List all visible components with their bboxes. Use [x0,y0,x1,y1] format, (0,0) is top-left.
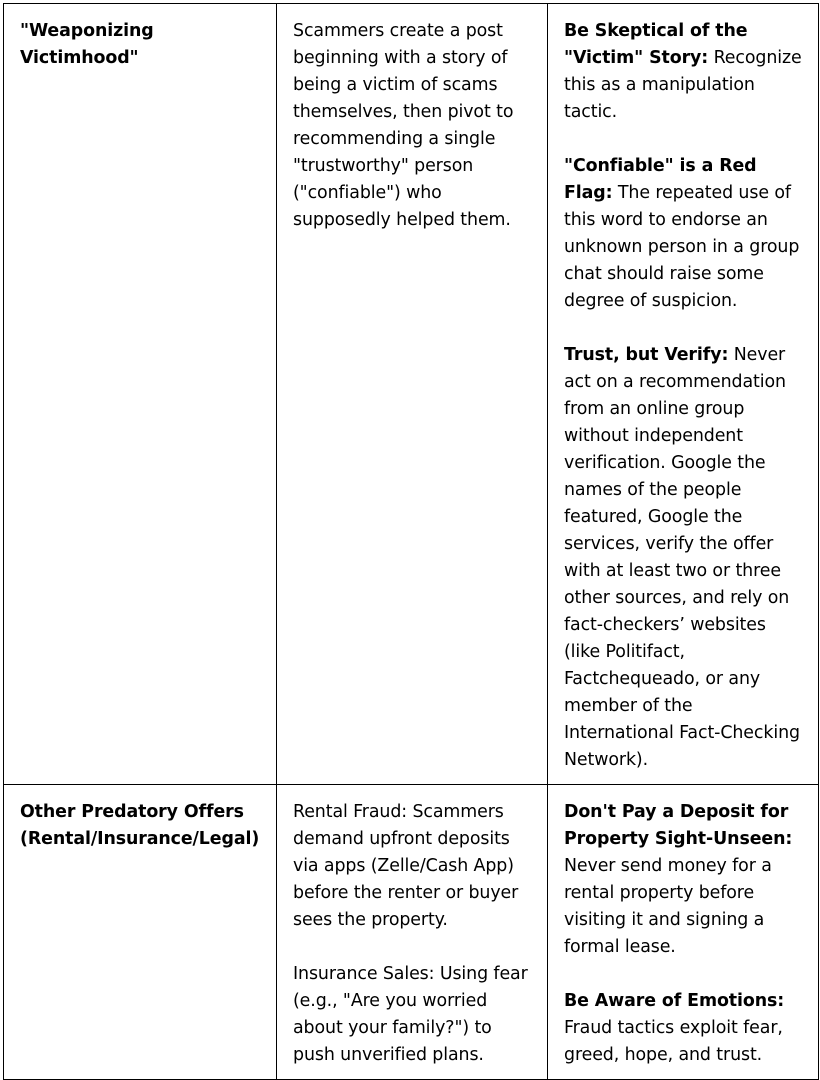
advice-cell [548,785,819,1080]
advice-lead: Trust, but Verify: [564,345,729,365]
table-row [4,785,819,1080]
advice-paragraph [564,988,803,1069]
description-paragraph: Scammers create a post beginning with a story of being a victim of scams themselves, then pivot to recommending a single "trustworthy" person ("confiable") who supposedly helped them. [293,21,514,230]
description-paragraph: Insurance Sales: Using fear (e.g., "Are you worried about your family?") to push unverified plans. [293,964,528,1065]
scam-tactics-table [3,3,819,1080]
advice-text: Fraud tactics exploit fear, greed, hope, and trust. [564,1018,783,1065]
tactic-cell [4,785,277,1080]
advice-paragraph [564,799,803,961]
tactic-name: Other Predatory Offers (Rental/Insurance/Legal) [20,802,260,849]
tactic-name: "Weaponizing Victimhood" [20,21,154,68]
advice-text: The repeated use of this word to endorse an unknown person in a group chat should raise some degree of suspicion. [564,183,800,311]
description-cell [277,4,548,785]
description-cell [277,785,548,1080]
advice-text: Never send money for a rental property before visiting it and signing a formal lease. [564,856,772,957]
advice-text: Recognize this as a manipulation tactic. [564,48,802,122]
advice-paragraph [564,18,803,126]
advice-lead: "Confiable" is a Red Flag: [564,156,757,203]
advice-cell [548,4,819,785]
advice-lead: Be Skeptical of the "Victim" Story: [564,21,748,68]
table-row [4,4,819,785]
advice-lead: Be Aware of Emotions: [564,991,785,1011]
advice-paragraph [564,153,803,315]
advice-lead: Don't Pay a Deposit for Property Sight-Unseen: [564,802,793,849]
tactic-cell [4,4,277,785]
description-paragraph: Rental Fraud: Scammers demand upfront deposits via apps (Zelle/Cash App) before the renter or buyer sees the property. [293,802,519,930]
advice-paragraph [564,342,803,774]
advice-text: Never act on a recommendation from an online group without independent verification. Google the names of the people featured, Google the services, verify the offer with at least two or three other sources, and rely on fact-checkers’ websites (like Politifact, Factchequeado, or any member of the International Fact-Checking Network). [564,345,800,770]
